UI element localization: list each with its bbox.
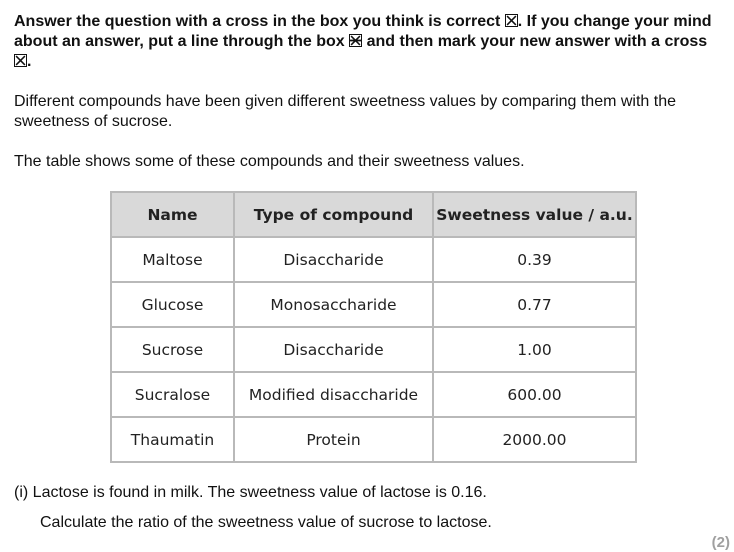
cell-name: Maltose: [111, 237, 234, 282]
question-number: (i): [14, 484, 29, 501]
table-intro-paragraph: The table shows some of these compounds and their sweetness values.: [14, 153, 525, 170]
table-row: [111, 282, 636, 327]
instruction-text-4: .: [27, 53, 32, 70]
crossed-box-icon: [505, 14, 518, 27]
cell-name: Sucralose: [111, 372, 234, 417]
table-row: [111, 237, 636, 282]
cell-name: Sucrose: [111, 327, 234, 372]
cell-name: Glucose: [111, 282, 234, 327]
struck-crossed-box-icon: [349, 34, 362, 47]
table-row: [111, 417, 636, 462]
cell-sweetness: 600.00: [433, 372, 636, 417]
header-type: Type of compound: [234, 192, 433, 237]
question-instruction: Calculate the ratio of the sweetness value of sucrose to lactose.: [40, 514, 492, 531]
cell-sweetness: 2000.00: [433, 417, 636, 462]
instruction-text-1: Answer the question with a cross in the box you think is correct: [14, 13, 501, 30]
sweetness-table: [110, 191, 637, 463]
cell-sweetness: 1.00: [433, 327, 636, 372]
cell-sweetness: 0.39: [433, 237, 636, 282]
table-header-row: [111, 192, 636, 237]
cell-type: Disaccharide: [234, 237, 433, 282]
cell-type: Modified disaccharide: [234, 372, 433, 417]
exam-instructions: [14, 12, 720, 72]
crossed-box-icon: [14, 54, 27, 67]
intro-paragraph: Different compounds have been given different sweetness values by comparing them with the sweetness of sucrose.: [14, 93, 677, 130]
question-part-i: [14, 484, 487, 502]
cell-name: Thaumatin: [111, 417, 234, 462]
header-sweetness: Sweetness value / a.u.: [433, 192, 636, 237]
cell-type: Disaccharide: [234, 327, 433, 372]
instruction-text-2: . If you change your mind about an answer, put a line through the box: [14, 13, 712, 50]
instruction-text-3: and then mark your new answer with a cross: [366, 33, 708, 50]
cell-type: Monosaccharide: [234, 282, 433, 327]
marks-label: (2): [711, 534, 730, 551]
table-row: [111, 327, 636, 372]
table-row: [111, 372, 636, 417]
header-name: Name: [111, 192, 234, 237]
question-text: Lactose is found in milk. The sweetness value of lactose is 0.16.: [32, 484, 487, 501]
cell-sweetness: 0.77: [433, 282, 636, 327]
cell-type: Protein: [234, 417, 433, 462]
